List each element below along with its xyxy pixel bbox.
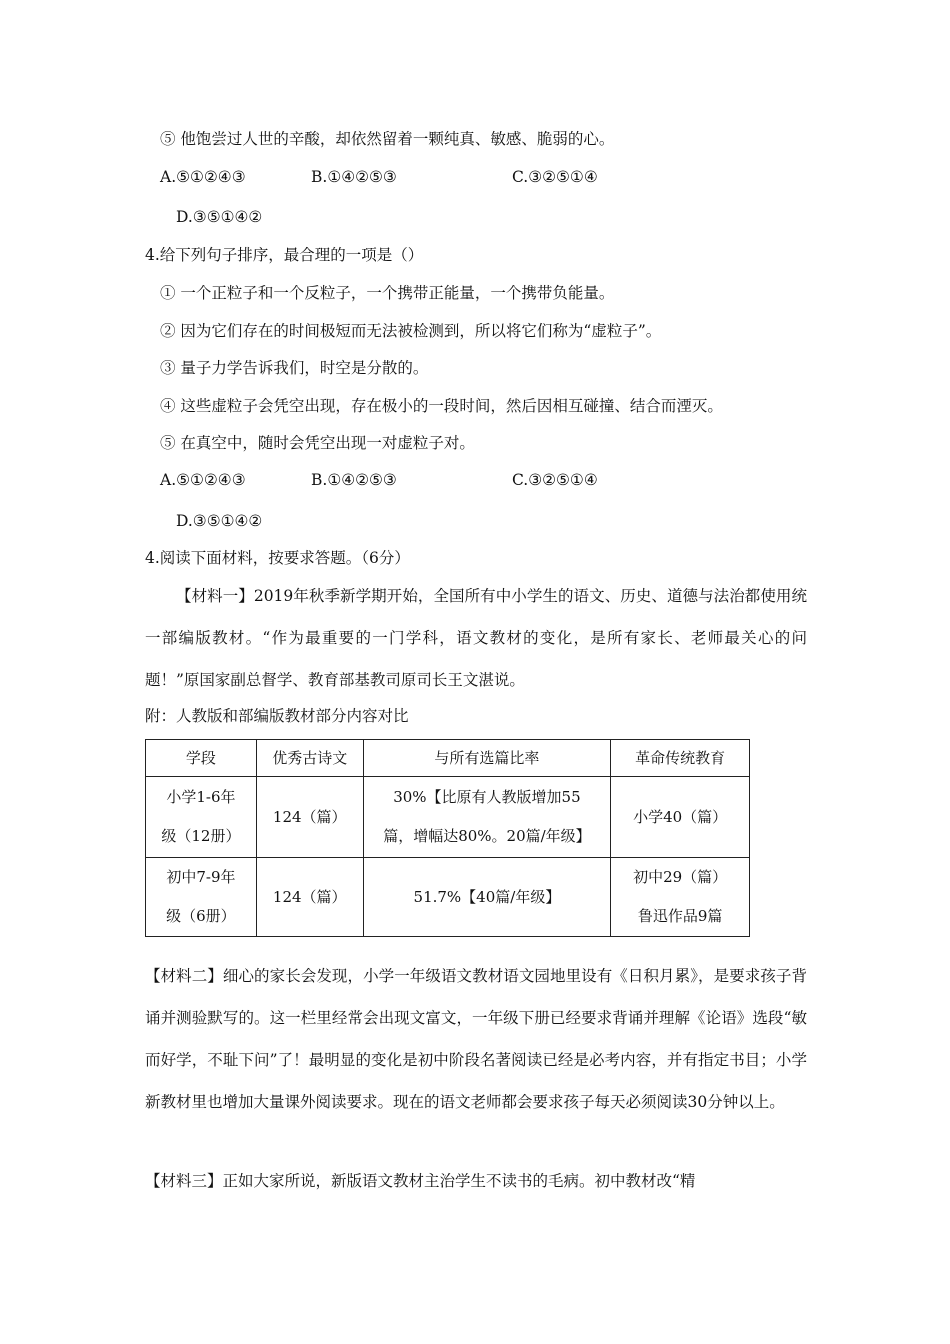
cell-revolution: [611, 777, 750, 858]
material-3: 【材料三】正如大家所说，新版语文教材主治学生不读书的毛病。初中教材改“精: [145, 1172, 696, 1190]
header-revolution: 革命传统教育: [611, 740, 750, 777]
q4-item-2: ② 因为它们存在的时间极短而无法被检测到，所以将它们称为“虚粒子”。: [160, 322, 662, 340]
stage-line-2: 级（6册）: [166, 907, 236, 925]
q4-option-a: A.⑤①②④③: [160, 471, 246, 489]
q5-stem: 4.阅读下面材料，按要求答题。（6分）: [145, 549, 410, 567]
stage-line-2: 级（12册）: [161, 827, 241, 845]
q4-stem: 4.给下列句子排序，最合理的一项是（）: [145, 246, 424, 264]
q3-option-a: A.⑤①②④③: [160, 168, 246, 186]
ratio-line-2: 篇，增幅达80%。20篇/年级】: [383, 827, 591, 845]
cell-stage: [146, 777, 257, 858]
q3-item-5: ⑤ 他饱尝过人世的辛酸，却依然留着一颗纯真、敏感、脆弱的心。: [160, 130, 615, 148]
q4-item-5: ⑤ 在真空中，随时会凭空出现一对虚粒子对。: [160, 434, 475, 452]
q4-option-d: D.③⑤①④②: [176, 512, 263, 530]
header-ratio: 与所有选篇比率: [363, 740, 611, 777]
comparison-table: [145, 739, 750, 937]
q3-option-b: B.①④②⑤③: [311, 168, 397, 186]
material-1: 【材料一】2019年秋季新学期开始，全国所有中小学生的语文、历史、道德与法治都使用统一部编版教材。“作为最重要的一门学科，语文教材的变化，是所有家长、老师最关心的问题！”原国家副总督学、教育部基教司原司长王文湛说。: [145, 587, 807, 689]
header-poems: 优秀古诗文: [256, 740, 363, 777]
q4-option-b: B.①④②⑤③: [311, 471, 397, 489]
appendix-caption: 附：人教版和部编版教材部分内容对比: [145, 707, 409, 725]
cell-ratio: [363, 777, 611, 858]
q4-item-3: ③ 量子力学告诉我们，时空是分散的。: [160, 359, 429, 377]
material-2: 【材料二】细心的家长会发现，小学一年级语文教材语文园地里设有《日积月累》，是要求孩子背诵并测验默写的。这一栏里经常会出现文富文，一年级下册已经要求背诵并理解《论语》选段“敏而好学，不耻下问”了！最明显的变化是初中阶段名著阅读已经是必考内容，并有指定书目；小学新教材里也增加大量课外阅读要求。现在的语文老师都会要求孩子每天必须阅读30分钟以上。: [145, 967, 807, 1111]
stage-line-1: 小学1-6年: [166, 788, 236, 806]
q3-option-d: D.③⑤①④②: [176, 208, 263, 226]
q4-item-4: ④ 这些虚粒子会凭空出现，存在极小的一段时间，然后因相互碰撞、结合而湮灭。: [160, 397, 723, 415]
revolution-line-2: 鲁迅作品9篇: [637, 907, 723, 925]
cell-poems: 124（篇）: [256, 777, 363, 858]
ratio-line-1: 30%【比原有人教版增加55: [393, 788, 581, 806]
q4-option-c: C.③②⑤①④: [512, 471, 598, 489]
table-row: [146, 858, 750, 937]
cell-ratio: [363, 858, 611, 937]
table-row: [146, 777, 750, 858]
q3-option-c: C.③②⑤①④: [512, 168, 598, 186]
stage-line-1: 初中7-9年: [166, 868, 236, 886]
header-stage: 学段: [146, 740, 257, 777]
cell-poems: 124（篇）: [256, 858, 363, 937]
revolution-line-1: 初中29（篇）: [633, 868, 728, 886]
revolution-line-1: 小学40（篇）: [633, 807, 728, 826]
table-header-row: [146, 740, 750, 777]
ratio-line-1: 51.7%【40篇/年级】: [413, 887, 561, 906]
q4-item-1: ① 一个正粒子和一个反粒子，一个携带正能量，一个携带负能量。: [160, 284, 615, 302]
cell-stage: [146, 858, 257, 937]
cell-revolution: [611, 858, 750, 937]
